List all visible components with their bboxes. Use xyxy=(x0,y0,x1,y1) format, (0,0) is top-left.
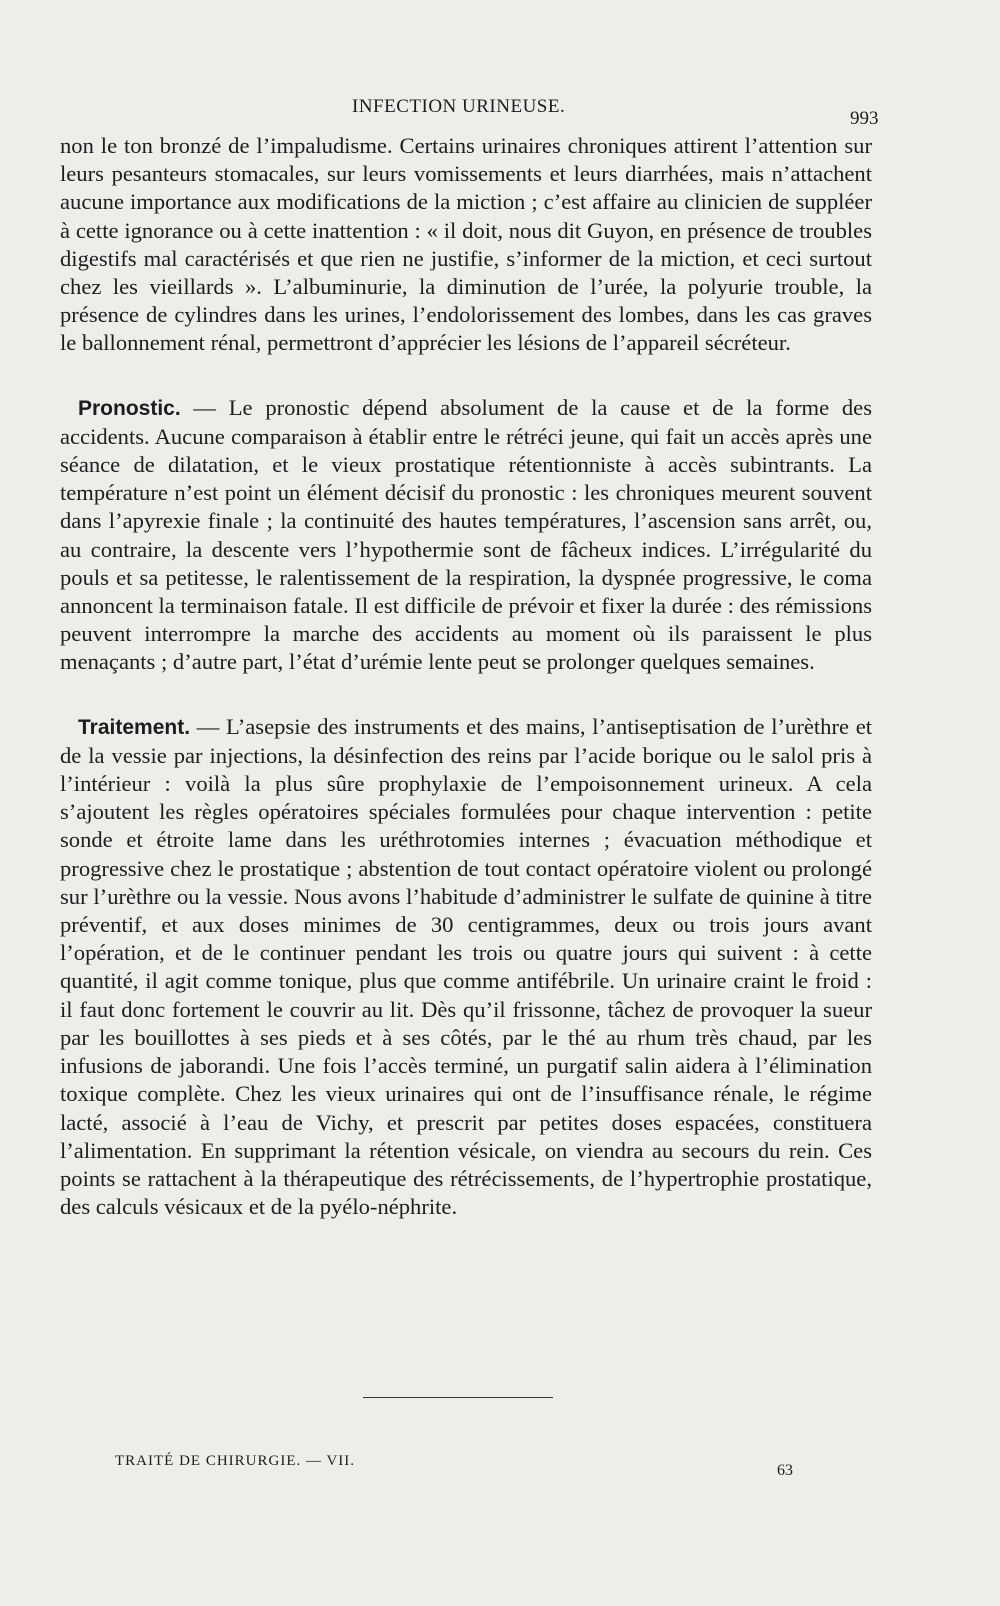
body-text xyxy=(60,132,872,1221)
paragraph-traitement xyxy=(60,713,872,1222)
traitement-text: — L’asepsie des instruments et des mains, l’antiseptisation de l’urèthre et de la vessie par injections, la désinfection des reins par l’acide borique ou le salol pris à l’intérieur : voilà la plus sûre prophylaxie de l’empoisonnement urineux. A cela s’ajoutent les règles opératoires spéciales formulées pour chaque intervention : petite sonde et étroite lame dans les uréthrotomies internes ; évacuation méthodique et progressive chez le prostatique ; abstention de tout contact opératoire violent ou prolongé sur l’urèthre ou la vessie. Nous avons l’habitude d’administrer le sulfate de quinine à titre préventif, et aux doses minimes de 30 centigrammes, deux ou trois jours avant l’opération, et de le continuer pendant les trois ou quatre jours qui suivent : à cette quantité, il agit comme tonique, plus que comme antifébrile. Un urinaire craint le froid : il faut donc fortement le couvrir au lit. Dès qu’il frissonne, tâchez de provoquer la sueur par les bouillottes à ses pieds et à ses côtés, par le thé au rhum très chaud, par les infusions de jaborandi. Une fois l’accès terminé, un purgatif salin aidera à l’élimination toxique complète. Chez les vieux urinaires qui ont de l’insuffisance rénale, le régime lacté, associé à l’eau de Vichy, et prescrit par petites doses espacées, constituera l’alimentation. En supprimant la rétention vésicale, on viendra au secours du rein. Ces points se rattachent à la thérapeutique des rétrécissements, de l’hypertrophie prostatique, des calculs vésicaux et de la pyélo-néphrite. xyxy=(60,713,872,1220)
section-heading-pronostic: Pronostic. xyxy=(78,396,181,420)
running-title: INFECTION URINEUSE. xyxy=(352,96,566,117)
closing-rule xyxy=(363,1397,553,1398)
footer-book-title: TRAITÉ DE CHIRURGIE. — VII. xyxy=(115,1453,356,1469)
running-head xyxy=(0,96,1000,129)
paragraph-pronostic xyxy=(60,394,872,677)
signature-mark: 63 xyxy=(777,1462,793,1479)
pronostic-text: — Le pronostic dépend absolument de la cause et de la forme des accidents. Aucune comparaison à établir entre le rétréci jeune, qui fait un accès après une séance de dilatation, et le vieux prostatique rétentionniste à accès subintrants. La température n’est point un élément décisif du pronostic : les chroniques meurent souvent dans l’apyrexie finale ; la continuité des hautes températures, l’ascension sans arrêt, ou, au contraire, la descente vers l’hypothermie sont de fâcheux indices. L’irrégularité du pouls et sa petitesse, le ralentissement de la respiration, la dyspnée progressive, le coma annoncent la terminaison fatale. Il est difficile de prévoir et fixer la durée : des rémissions peuvent interrompre la marche des accidents au moment où ils paraissent le plus menaçants ; d’autre part, l’état d’urémie lente peut se prolonger quelques semaines. xyxy=(60,394,872,675)
paragraph-intro: non le ton bronzé de l’impaludisme. Certains urinaires chroniques attirent l’attention sur leurs pesanteurs stomacales, sur leurs vomissements et leurs diarrhées, mais n’attachent aucune importance aux modifications de la miction ; c’est affaire au clinicien de suppléer à cette ignorance ou à cette inattention : « il doit, nous dit Guyon, en présence de troubles digestifs mal caractérisés et que rien ne justifie, s’informer de la miction, et ceci surtout chez les vieillards ». L’albuminurie, la diminution de l’urée, la polyurie trouble, la présence de cylindres dans les urines, l’endolorissement des lombes, dans les cas graves le ballonnement rénal, permettront d’apprécier les lésions de l’appareil sécréteur. xyxy=(60,133,872,356)
page-number: 993 xyxy=(850,108,879,129)
section-heading-traitement: Traitement. xyxy=(78,715,191,739)
